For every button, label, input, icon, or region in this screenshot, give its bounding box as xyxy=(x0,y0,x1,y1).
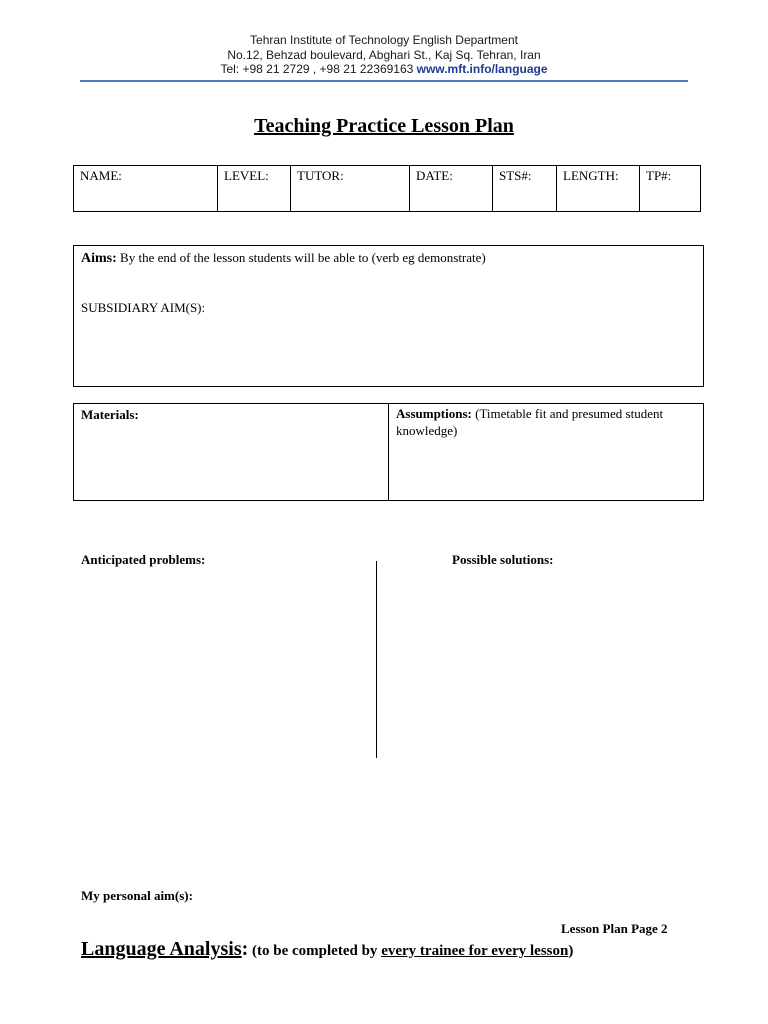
personal-aim-label: My personal aim(s): xyxy=(81,888,193,903)
page-2-label: Lesson Plan Page 2 xyxy=(561,921,668,936)
tp-field[interactable]: TP#: xyxy=(640,166,701,212)
assumptions-label: Assumptions: xyxy=(396,406,472,421)
language-analysis-note-open: (to be completed by xyxy=(248,943,382,959)
problems-solutions-divider xyxy=(376,561,377,758)
length-field[interactable]: LENGTH: xyxy=(557,166,640,212)
website-link[interactable]: www.mft.info/language xyxy=(416,62,548,76)
language-analysis-heading xyxy=(81,938,573,961)
institute-address: No.12, Behzad boulevard, Abghari St., Kaj Sq. Tehran, Iran xyxy=(227,48,541,62)
tutor-field[interactable]: TUTOR: xyxy=(291,166,410,212)
materials-label[interactable]: Materials: xyxy=(81,407,139,422)
aims-label: Aims: xyxy=(81,251,117,266)
level-field[interactable]: LEVEL: xyxy=(218,166,291,212)
header-divider xyxy=(80,80,688,82)
language-analysis-title: Language Analysis xyxy=(81,938,242,960)
aims-line xyxy=(81,250,486,267)
assumptions-instruction: (Timetable fit and presumed student knowledge) xyxy=(396,406,664,438)
institute-name: Tehran Institute of Technology English Department xyxy=(250,33,518,47)
subsidiary-aims-label: SUBSIDIARY AIM(S): xyxy=(81,300,206,315)
info-table xyxy=(73,165,701,212)
name-field[interactable]: NAME: xyxy=(74,166,218,212)
column-divider xyxy=(388,404,389,500)
language-analysis-colon: : xyxy=(241,938,249,960)
language-analysis-note-emphasis: every trainee for every lesson xyxy=(381,943,569,959)
page-title: Teaching Practice Lesson Plan xyxy=(254,115,514,137)
sts-field[interactable]: STS#: xyxy=(493,166,557,212)
aims-instruction: By the end of the lesson students will be able to (verb eg demonstrate) xyxy=(116,250,486,265)
assumptions-cell[interactable] xyxy=(396,405,696,439)
anticipated-problems-label: Anticipated problems: xyxy=(81,552,206,567)
possible-solutions-label: Possible solutions: xyxy=(452,552,554,567)
materials-assumptions-box xyxy=(73,403,704,501)
institute-contact xyxy=(0,62,768,76)
date-field[interactable]: DATE: xyxy=(410,166,493,212)
language-analysis-note-close: ) xyxy=(568,943,574,959)
aims-box[interactable] xyxy=(73,245,704,387)
phone-numbers: Tel: +98 21 2729 , +98 21 22369163 xyxy=(220,62,417,76)
